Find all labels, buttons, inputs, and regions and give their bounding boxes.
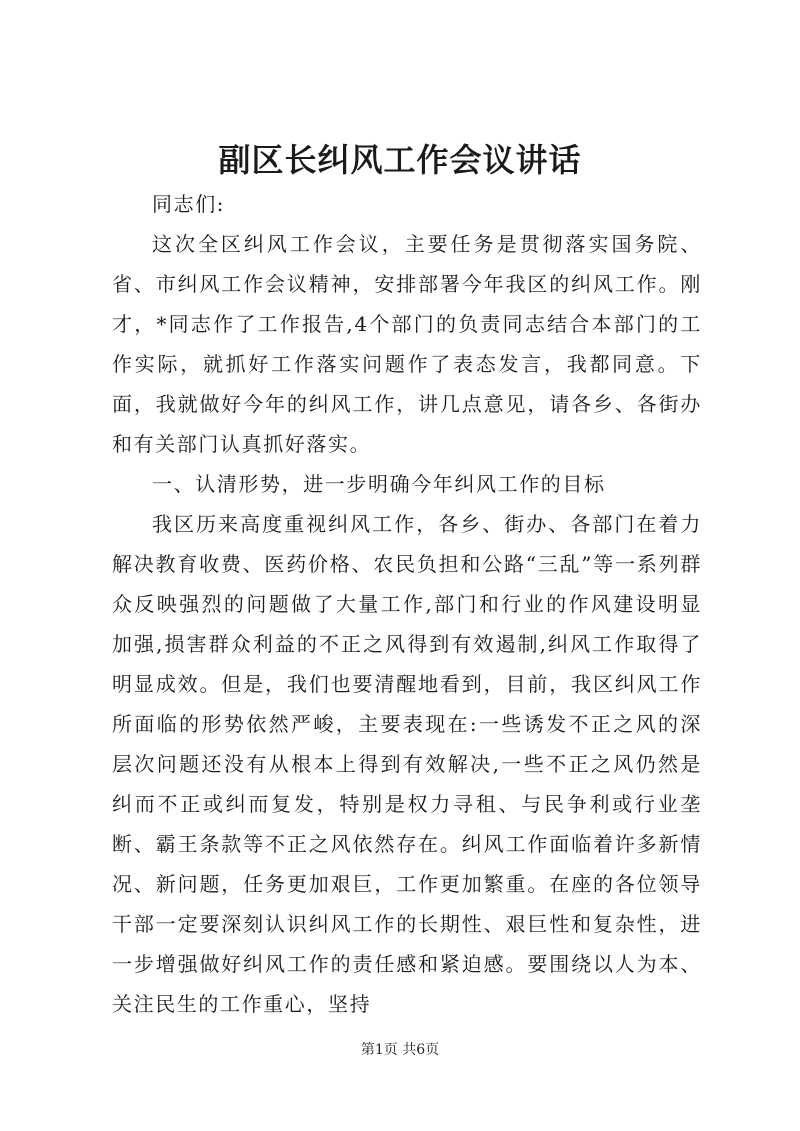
intro-paragraph: 这次全区纠风工作会议，主要任务是贯彻落实国务院、省、市纠风工作会议精神，安排部署今年我区的纠风工作。刚才，*同志作了工作报告,4个部门的负责同志结合本部门的工作实际，就抓好工作落实问题作了表态发言，我都同意。下面，我就做好今年的纠风工作，讲几点意见，请各乡、各街办和有关部门认真抓好落实。 <box>112 232 702 456</box>
document-body <box>112 184 702 1024</box>
page-footer: 第1页 共6页 <box>360 1042 440 1058</box>
greeting-paragraph: 同志们: <box>152 192 226 216</box>
section-1-paragraph: 我区历来高度重视纠风工作，各乡、街办、各部门在着力解决教育收费、医药价格、农民负担和公路“三乱”等一系列群众反映强烈的问题做了大量工作,部门和行业的作风建设明显加强,损害群众利益的不正之风得到有效遏制,纠风工作取得了明显成效。但是，我们也要清醒地看到，目前，我区纠风工作所面临的形势依然严峻，主要表现在:一些诱发不正之风的深层次问题还没有从根本上得到有效解决,一些不正之风仍然是纠而不正或纠而复发，特别是权力寻租、与民争利或行业垄断、霸王条款等不正之风依然存在。纠风工作面临着许多新情况、新问题，任务更加艰巨，工作更加繁重。在座的各位领导干部一定要深刻认识纠风工作的长期性、艰巨性和复杂性，进一步增强做好纠风工作的责任感和紧迫感。要围绕以人为本、关注民生的工作重心，坚持 <box>112 512 702 1016</box>
section-heading-1: 一、认清形势，进一步明确今年纠风工作的目标 <box>152 472 606 496</box>
document-title: 副区长纠风工作会议讲话 <box>218 141 582 179</box>
